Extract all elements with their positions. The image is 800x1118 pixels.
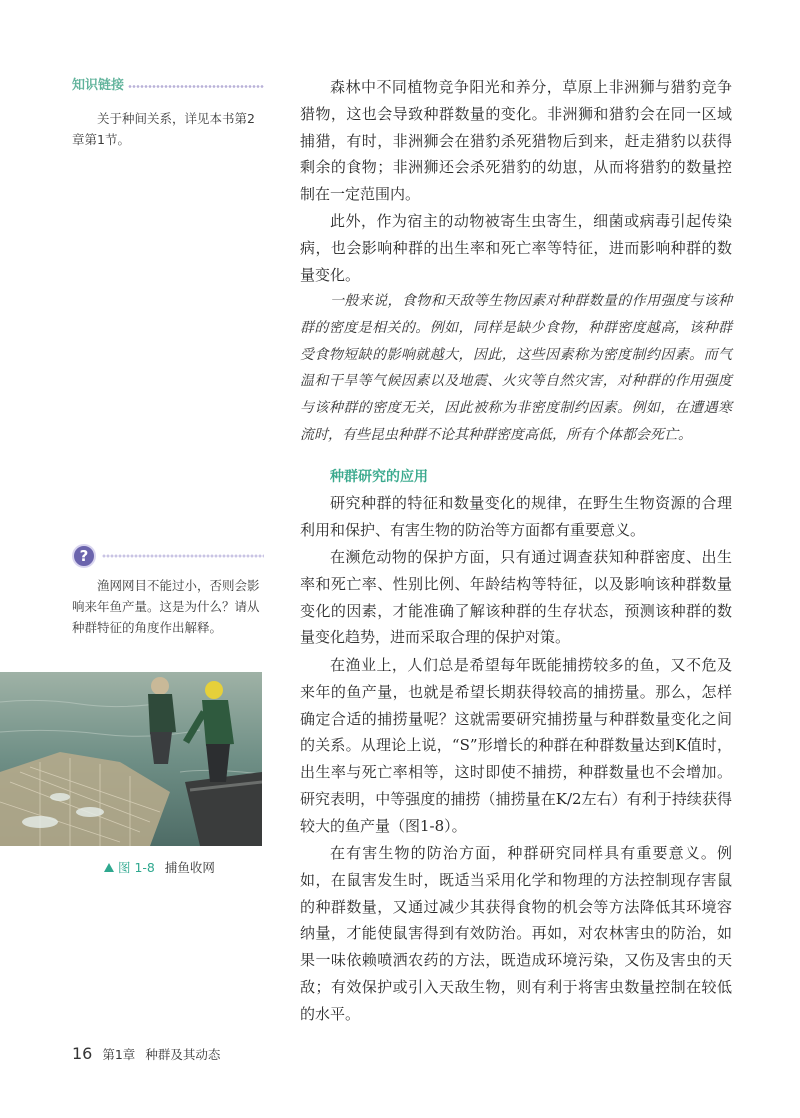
paragraph-5: 在濒危动物的保护方面，只有通过调查获知种群密度、出生率和死亡率、性别比例、年龄结构等特征，以及影响该种群数量变化的因素，才能准确了解该种群的生存状态，预测该种群的数量变化趋势，进而采取合理的保护对策。 <box>300 548 732 647</box>
figure-label: 图 1-8 <box>118 860 155 875</box>
fishing-net-photo <box>0 672 262 846</box>
paragraph-3-density: 一般来说，食物和天敌等生物因素对种群数量的作用强度与该种群的密度是相关的。例如，同样是缺少食物，种群密度越高，该种群受食物短缺的影响就越大，因此，这些因素称为密度制约因素。而气温和干旱等气候因素以及地震、火灾等自然灾害，对种群的作用强度与该种群的密度无关，因此被称为非密度制约因素。例如，在遭遇寒流时，有些昆虫种群不论其种群密度高低，所有个体都会死亡。 <box>300 293 732 443</box>
figure-caption-text: 捕鱼收网 <box>164 860 215 875</box>
triangle-icon <box>104 863 114 872</box>
page-footer <box>72 1044 220 1063</box>
paragraph-6: 在渔业上，人们总是希望每年既能捕捞较多的鱼，又不危及来年的鱼产量，也就是希望长期获得较高的捕捞量。那么，怎样确定合适的捕捞量呢？这就需要研究捕捞量与种群数量变化之间的关系。从理论上说，“S”形增长的种群在种群数量达到K值时，出生率与死亡率相等，这时即使不捕捞，种群数量也不会增加。研究表明，中等强度的捕捞（捕捞量在K/2左右）有利于持续获得较大的鱼产量（图1-8）。 <box>300 656 732 835</box>
page-number: 16 <box>72 1044 93 1063</box>
question-header <box>72 544 264 570</box>
section-title: 种群研究的应用 <box>330 469 428 485</box>
dotted-divider <box>128 84 264 89</box>
fishing-net-illustration <box>0 672 262 846</box>
paragraph-4: 研究种群的特征和数量变化的规律，在野生生物资源的合理利用和保护、有害生物的防治等方面都有重要意义。 <box>300 494 732 539</box>
question-text: 渔网网目不能过小，否则会影响来年鱼产量。这是为什么？请从种群特征的角度作出解释。 <box>72 578 260 635</box>
question-mark-icon: ? <box>72 544 96 568</box>
dotted-divider <box>102 553 264 559</box>
figure-caption <box>104 858 215 876</box>
knowledge-link-title: 知识链接 <box>72 78 125 93</box>
knowledge-link-text: 关于种间关系，详见本书第2章第1节。 <box>72 111 255 147</box>
paragraph-7: 在有害生物的防治方面，种群研究同样具有重要意义。例如，在鼠害发生时，既适当采用化学和物理的方法控制现存害鼠的种群数量，又通过减少其获得食物的机会等方法降低其环境容纳量，才能使鼠害得到有效防治。再如，对农林害虫的防治，如果一味依赖喷洒农药的方法，既造成环境污染，又伤及害虫的天敌；有效保护或引入天敌生物，则有利于将害虫数量控制在较低的水平。 <box>300 844 732 1023</box>
paragraph-2: 此外，作为宿主的动物被寄生虫寄生，细菌或病毒引起传染病，也会影响种群的出生率和死亡率等特征，进而影响种群的数量变化。 <box>300 212 732 284</box>
paragraph-1: 森林中不同植物竞争阳光和养分，草原上非洲狮与猎豹竞争猎物，这也会导致种群数量的变化。非洲狮和猎豹会在同一区域捕猎，有时，非洲狮会在猎豹杀死猎物后到来，赶走猎豹以获得剩余的食物；非洲狮还会杀死猎豹的幼崽，从而将猎豹的数量控制在一定范围内。 <box>300 78 732 204</box>
knowledge-link-header <box>72 78 264 100</box>
chapter-title: 种群及其动态 <box>145 1047 221 1062</box>
chapter-number: 第1章 <box>102 1047 136 1062</box>
